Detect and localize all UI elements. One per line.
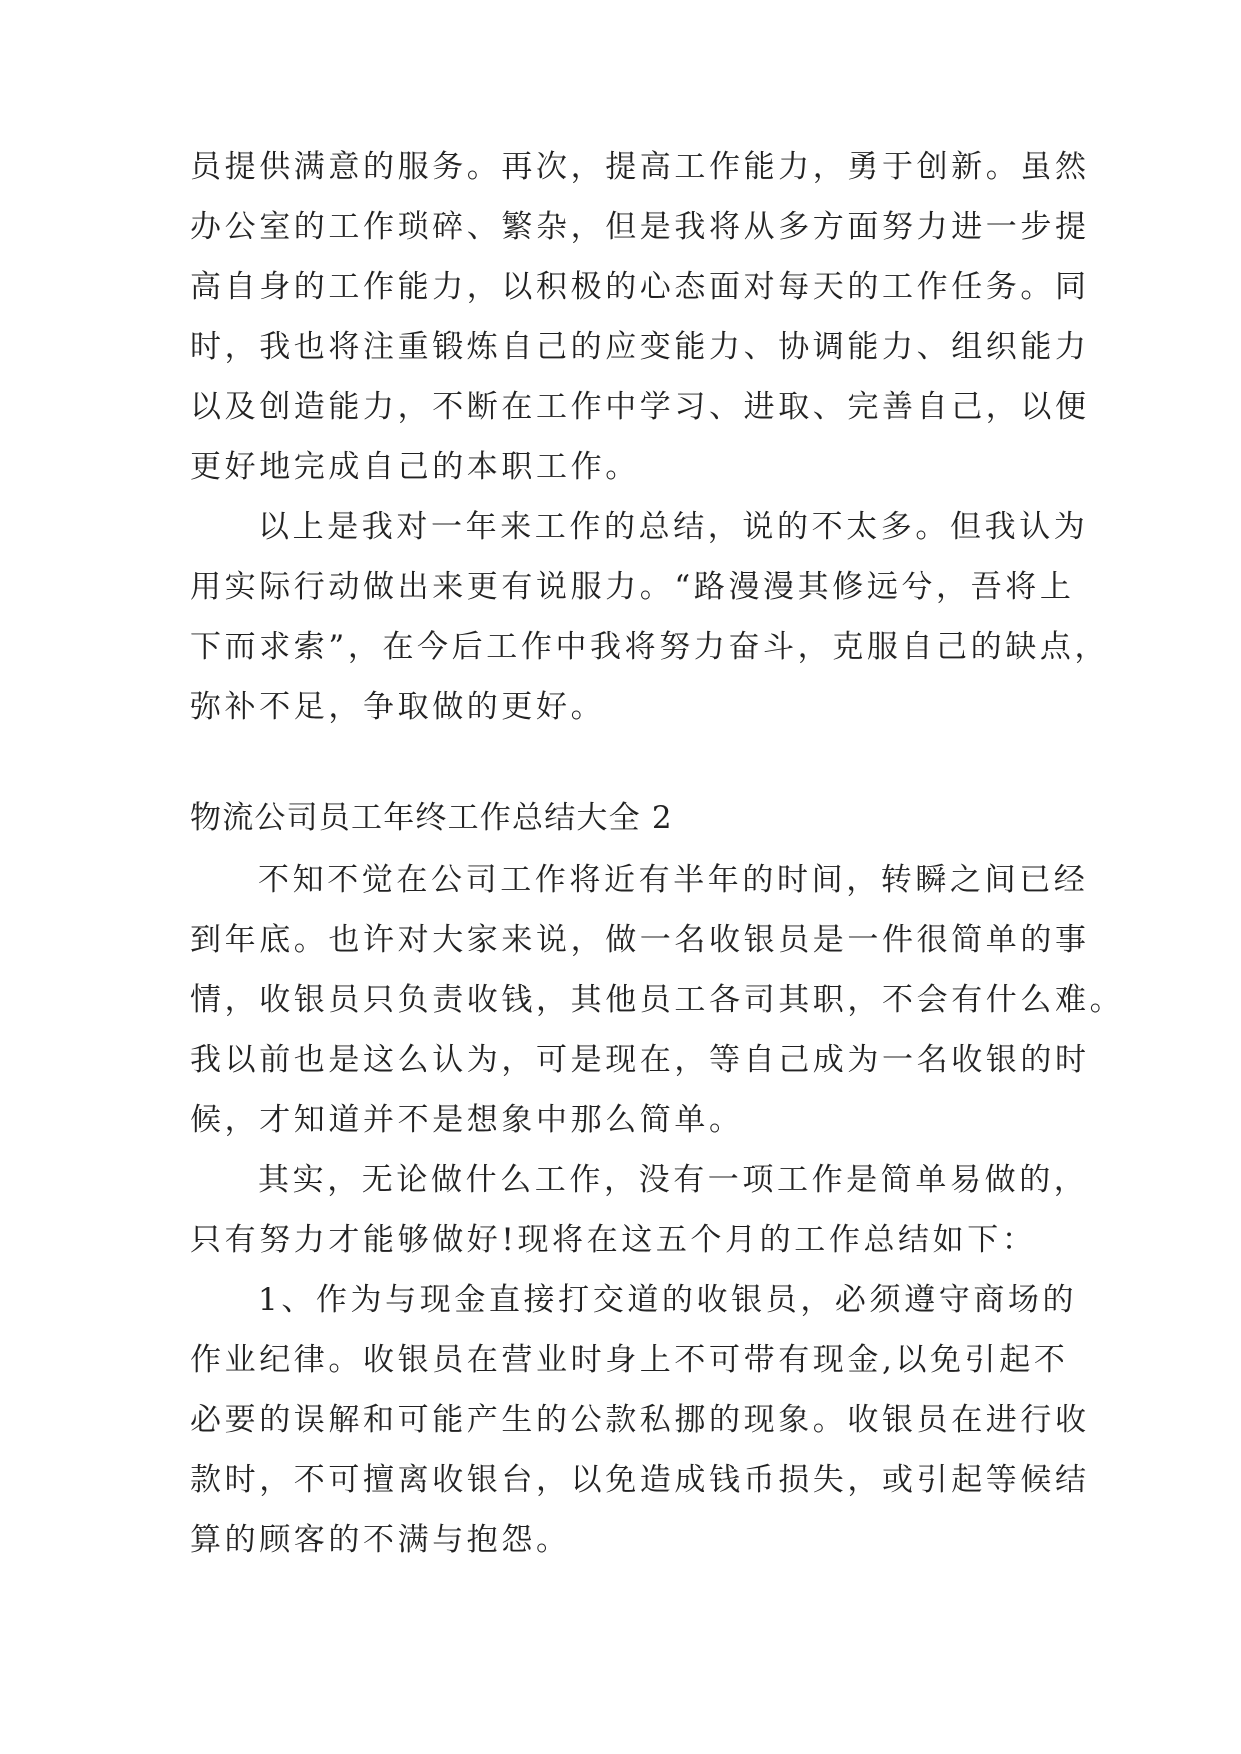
text-line: 高自身的工作能力，以积极的心态面对每天的工作任务。同 xyxy=(190,269,1090,305)
section-heading-block xyxy=(190,788,1060,848)
text-line: 员提供满意的服务。再次，提高工作能力，勇于创新。虽然 xyxy=(190,149,1090,185)
text-line: 时，我也将注重锻炼自己的应变能力、协调能力、组织能力 xyxy=(190,329,1090,365)
text-line: 其实，无论做什么工作，没有一项工作是简单易做的， xyxy=(258,1162,1089,1198)
section-heading: 物流公司员工年终工作总结大全 2 xyxy=(190,800,673,836)
paragraph-block-2 xyxy=(190,850,1125,1570)
text-line: 更好地完成自己的本职工作。 xyxy=(190,449,640,485)
text-line: 办公室的工作琐碎、繁杂，但是我将从多方面努力进一步提 xyxy=(190,209,1090,245)
text-line: 到年底。也许对大家来说，做一名收银员是一件很简单的事 xyxy=(190,922,1090,958)
text-line: 只有努力才能够做好!现将在这五个月的工作总结如下： xyxy=(190,1222,1037,1258)
text-line: 弥补不足，争取做的更好。 xyxy=(190,689,606,725)
text-line: 以及创造能力，不断在工作中学习、进取、完善自己，以便 xyxy=(190,389,1090,425)
text-line: 我以前也是这么认为，可是现在，等自己成为一名收银的时 xyxy=(190,1042,1090,1078)
text-line: 算的顾客的不满与抱怨。 xyxy=(190,1522,571,1558)
text-line: 作业纪律。收银员在营业时身上不可带有现金,以免引起不 xyxy=(190,1342,1069,1378)
text-line: 用实际行动做出来更有说服力。“路漫漫其修远兮，吾将上 xyxy=(190,569,1075,605)
text-line: 不知不觉在公司工作将近有半年的时间，转瞬之间已经 xyxy=(258,862,1089,898)
text-line: 候，才知道并不是想象中那么简单。 xyxy=(190,1102,744,1138)
text-line: 以上是我对一年来工作的总结，说的不太多。但我认为 xyxy=(258,509,1089,545)
text-line: 情，收银员只负责收钱，其他员工各司其职，不会有什么难。 xyxy=(190,982,1125,1018)
text-line: 款时，不可擅离收银台，以免造成钱币损失，或引起等候结 xyxy=(190,1462,1090,1498)
text-line: 1、作为与现金直接打交道的收银员，必须遵守商场的 xyxy=(258,1282,1078,1318)
text-line: 下而求索”，在今后工作中我将努力奋斗，克服自己的缺点， xyxy=(190,629,1110,665)
paragraph-block-1 xyxy=(190,137,1110,737)
text-line: 必要的误解和可能产生的公款私挪的现象。收银员在进行收 xyxy=(190,1402,1090,1438)
